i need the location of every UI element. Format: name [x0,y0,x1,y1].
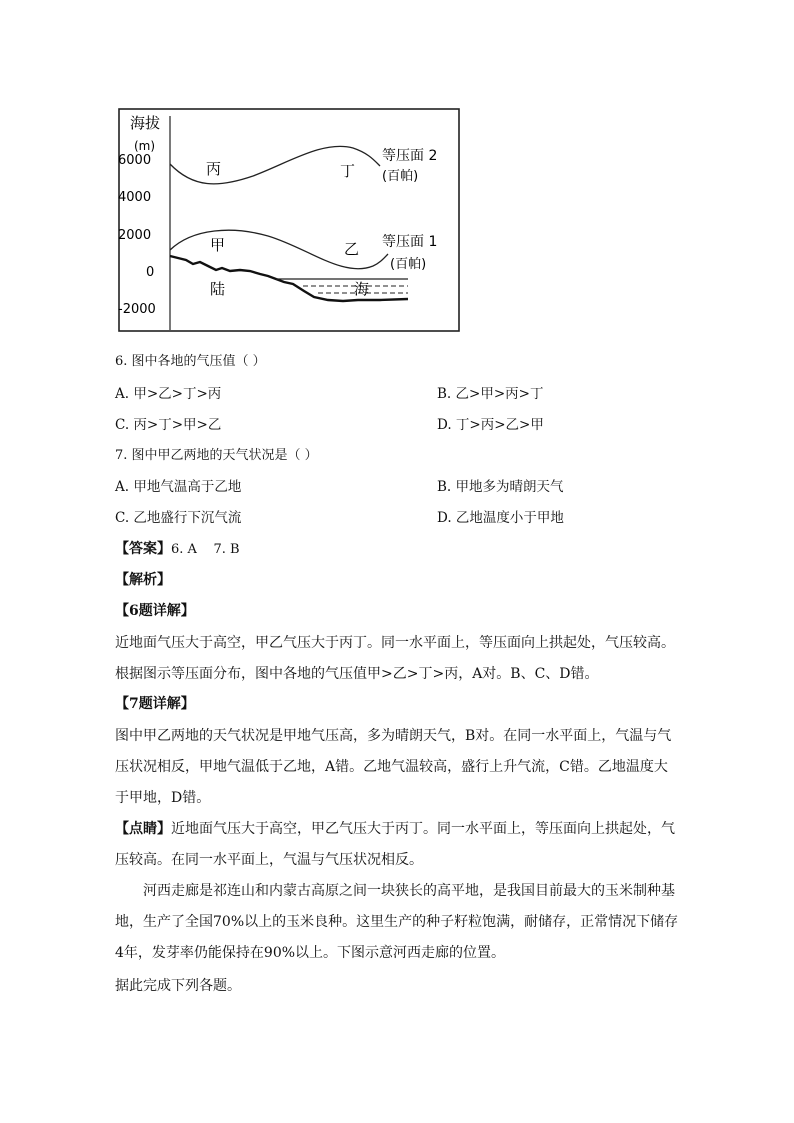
y-tick-6000: 6000 [118,153,152,168]
question-6-option-d: D. 丁>丙>乙>甲 [437,417,544,433]
surface-2-label: 等压面 2 [382,148,438,164]
question-7-option-b: B. 甲地多为晴朗天气 [437,479,564,495]
answer-text: 6. A 7. B [171,542,240,557]
surface-2-unit: (百帕) [382,169,419,184]
instruction-line: 据此完成下列各题。 [115,978,241,994]
label-bing: 丙 [206,160,222,178]
question-6-option-a: A. 甲>乙>丁>丙 [115,386,222,402]
question-6-detail-label: 【6题详解】 [115,603,195,619]
surface-1-unit: (百帕) [390,257,427,272]
analysis-label: 【解析】 [115,572,171,588]
tip-text: 近地面气压大于高空，甲乙气压大于丙丁。同一水平面上，等压面向上拱起处，气压较高。在同一水平面上，气温与气压状况相反。 [115,821,675,868]
answer-line [115,539,240,560]
question-6-option-c: C. 丙>丁>甲>乙 [115,417,222,433]
question-6-option-b: B. 乙>甲>丙>丁 [437,386,544,402]
y-tick-2000: 2000 [118,228,152,243]
y-tick-0: 0 [146,265,155,280]
label-jia: 甲 [210,236,226,254]
y-axis-unit: (m) [134,139,156,153]
label-yi: 乙 [344,240,360,258]
question-7-option-d: D. 乙地温度小于甲地 [437,510,564,526]
passage-paragraph: 河西走廊是祁连山和内蒙古高原之间一块狭长的高平地，是我国目前最大的玉米制种基地，生产了全国70%以上的玉米良种。这里生产的种子籽粒饱满，耐储存，正常情况下储存4年，发芽率仍能保持在90%以上。下图示意河西走廊的位置。 [115,883,679,961]
label-land: 陆 [210,280,226,298]
answer-label: 【答案】 [115,541,171,557]
question-7-detail-text: 图中甲乙两地的天气状况是甲地气压高，多为晴朗天气，B对。在同一水平面上，气温与气压状况相反，甲地气温低于乙地，A错。乙地气温较高，盛行上升气流，C错。乙地温度大于甲地，D错。 [115,728,672,806]
question-6-detail-text: 近地面气压大于高空，甲乙气压大于丙丁。同一水平面上，等压面向上拱起处，气压较高。根据图示等压面分布，图中各地的气压值甲>乙>丁>丙，A对。B、C、D错。 [115,635,675,682]
question-7-option-c: C. 乙地盛行下沉气流 [115,510,242,526]
tip-paragraph [115,814,681,876]
label-ding: 丁 [340,162,356,180]
surface-1-label: 等压面 1 [382,234,438,250]
label-sea: 海 [354,280,370,298]
isobar-figure [118,108,460,332]
y-tick-4000: 4000 [118,190,152,205]
tip-label: 【点睛】 [115,821,171,837]
question-7-option-a: A. 甲地气温高于乙地 [115,479,242,495]
question-7-detail-label: 【7题详解】 [115,696,195,712]
question-6-stem: 6. 图中各地的气压值（ ） [115,354,266,369]
question-7-stem: 7. 图中甲乙两地的天气状况是（ ） [115,448,318,463]
y-tick-minus-2000: -2000 [118,302,156,317]
y-axis-title: 海拔 [130,114,161,132]
